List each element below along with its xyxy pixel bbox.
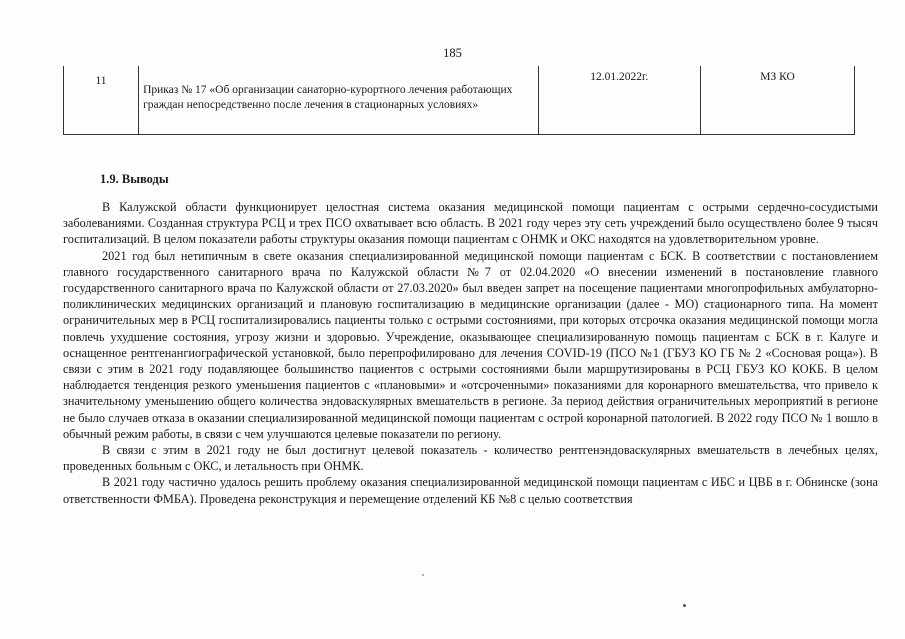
row-organization-cell: МЗ КО — [701, 66, 855, 135]
paragraph: В Калужской области функционирует целостная система оказания медицинской помощи пациентам с острыми сердечно-сосудистыми заболеваниями. Созданная структура РСЦ и трех ПСО охватывает всю область. В 2021 году через эту сеть учреждений было осуществлено более 9 тысяч госпитализаций. В целом показатели работы структуры оказания помощи пациентам с ОНМК и ОКС находятся на удовлетворительном уровне. — [63, 200, 878, 247]
row-document-name-cell: Приказ № 17 «Об организации санаторно-курортного лечения работающих граждан непосредственно после лечения в стационарных условиях» — [139, 66, 538, 135]
paragraph: 2021 год был нетипичным в свете оказания специализированной медицинской помощи пациентам с БСК. В соответствии с постановлением главного государственного санитарного врача по Калужской области №7 от 02.04.2020 «О внесении изменений в постановление главного государственного санитарного врача по Калужской области от 27.03.2020» был введен запрет на посещение пациентами многопрофильных амбулаторно-поликлинических медицинских организаций и плановую госпитализацию в медицинские организации (далее - МО) стационарного типа. На момент ограничительных мер в РСЦ госпитализировались пациенты только с острыми состояниями, при которых отсрочка оказания медицинской помощи могла повлечь ухудшение состояния, угрозу жизни и здоровью. Учреждение, оказывающее специализированную помощь пациентам с БСК в г. Калуге и оснащенное рентгенангиографической установкой, было перепрофилировано для лечения COVID-19 (ПСО №1 (ГБУЗ КО ГБ № 2 «Сосновая роща»). В связи с этим в 2021 году подавляющее большинство пациентов с острыми состояниями были маршрутизированы в РСЦ ГБУЗ КО КОКБ. В целом наблюдается тенденция резкого уменьшения пациентов с «плановыми» и «отсроченными» показаниями для коронарного вмешательства, что привело к значительному уменьшению общего количества эндоваскулярных вмешательств в регионе. За период действия ограничительных мероприятий в регионе не было случаев отказа в оказании специализированной медицинской помощи пациентам с острой коронарной патологией. В 2022 году ПСО № 1 вошло в обычный режим работы, в связи с чем улучшаются целевые показатели по региону. — [63, 248, 878, 441]
page-number: 185 — [443, 46, 462, 60]
scan-speck — [422, 574, 424, 576]
table-row — [64, 66, 855, 135]
section-body — [63, 199, 878, 507]
section-heading: 1.9. Выводы — [100, 172, 169, 186]
regulations-table — [63, 66, 855, 135]
paragraph: В 2021 году частично удалось решить проблему оказания специализированной медицинской помощи пациентам с ИБС и ЦВБ в г. Обнинске (зона ответственности ФМБА). Проведена реконструкция и перемещение отделений КБ №8 с целью соответствия — [63, 475, 878, 506]
scan-speck — [683, 604, 686, 607]
row-date-cell: 12.01.2022г. — [538, 66, 700, 135]
row-number-cell: 11 — [64, 66, 139, 135]
paragraph: В связи с этим в 2021 году не был достигнут целевой показатель - количество рентгенэндоваскулярных вмешательств в лечебных целях, проведенных больным с ОКС, и летальность при ОНМК. — [63, 443, 878, 474]
